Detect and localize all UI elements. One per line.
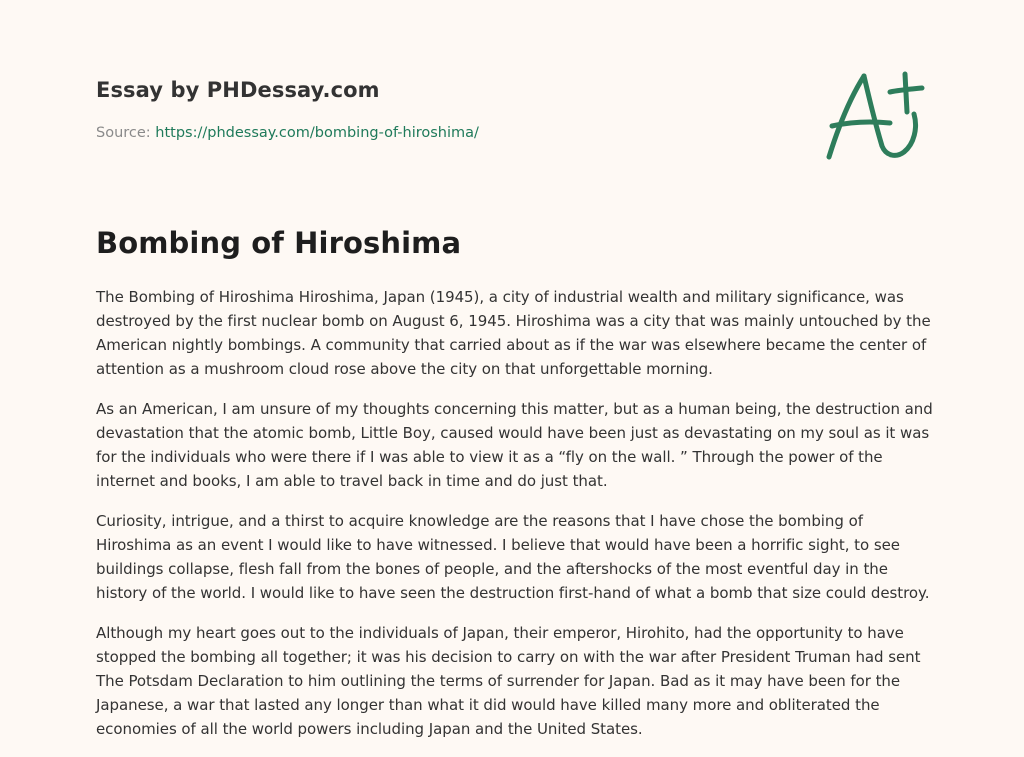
a-plus-logo-icon xyxy=(820,66,930,166)
essay-title: Bombing of Hiroshima xyxy=(96,226,462,260)
essay-paragraph: Although my heart goes out to the individuals of Japan, their emperor, Hirohito, had the opportunity to have stopped the bombing all together; it was his decision to carry on with the war after President Truman had sent The Potsdam Declaration to him outlining the terms of surrender for Japan. Bad as it may have been for the Japanese, a war that lasted any longer than what it did would have killed many more and obliterated the economies of all the world powers including Japan and the United States. xyxy=(96,624,921,738)
essay-paragraph: As an American, I am unsure of my thoughts concerning this matter, but as a human being, the destruction and devastation that the atomic bomb, Little Boy, caused would have been just as devastating on my soul as it was for the individuals who were there if I was able to view it as a “fly on the wall. ” Through the power of the internet and books, I am able to travel back in time and do just that. xyxy=(96,400,933,490)
source-line xyxy=(96,125,479,141)
essay-paragraph: The Bombing of Hiroshima Hiroshima, Japan (1945), a city of industrial wealth and military significance, was destroyed by the first nuclear bomb on August 6, 1945. Hiroshima was a city that was mainly untouched by the American nightly bombings. A community that carried about as if the war was elsewhere became the center of attention as a mushroom cloud rose above the city on that unforgettable morning. xyxy=(96,288,931,378)
page-header xyxy=(96,78,796,141)
source-label: Source: xyxy=(96,125,156,141)
brand-title: Essay by PHDessay.com xyxy=(96,78,380,102)
source-link[interactable]: https://phdessay.com/bombing-of-hiroshima/ xyxy=(155,125,479,141)
essay-paragraph: Curiosity, intrigue, and a thirst to acquire knowledge are the reasons that I have chose the bombing of Hiroshima as an event I would like to have witnessed. I believe that would have been a horrific sight, to see buildings collapse, flesh fall from the bones of people, and the aftershocks of the most eventful day in the history of the world. I would like to have seen the destruction first-hand of what a bomb that size could destroy. xyxy=(96,512,930,602)
essay-body xyxy=(96,285,936,757)
